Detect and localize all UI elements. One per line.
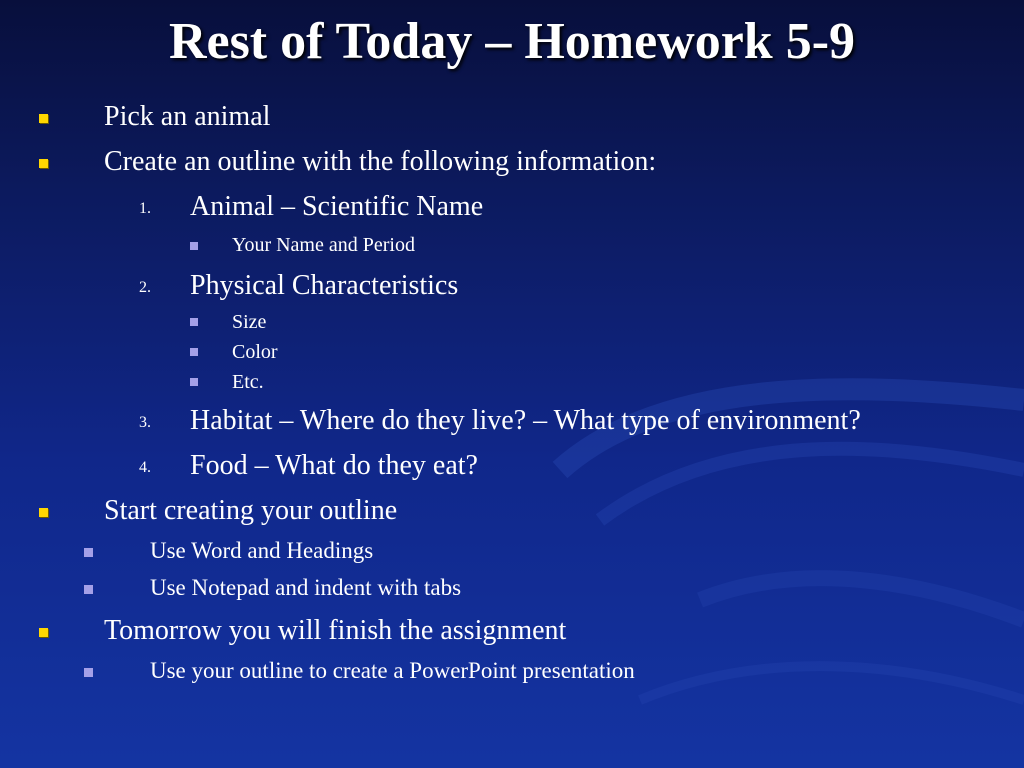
bullet-square-icon <box>39 628 48 637</box>
bullet-square-icon <box>84 668 93 677</box>
bullet-square-icon <box>39 114 48 123</box>
bullet-square-icon <box>190 318 198 326</box>
bullet-text: Start creating your outline <box>104 495 398 526</box>
slide-title: Rest of Today – Homework 5-9 <box>168 13 856 70</box>
sub-bullet-text: Use Word and Headings <box>150 538 374 563</box>
bullet-square-icon <box>39 508 48 517</box>
list-number: 1. <box>139 200 151 217</box>
bullet-square-icon <box>84 585 93 594</box>
numbered-item-text: Food – What do they eat? <box>190 450 478 481</box>
bullet-text: Create an outline with the following information: <box>104 146 657 177</box>
list-number: 4. <box>139 459 151 476</box>
sub-bullet-text: Color <box>232 341 278 363</box>
sub-bullet-text: Etc. <box>232 371 264 393</box>
bullet-square-icon <box>190 348 198 356</box>
sub-bullet-text: Your Name and Period <box>232 234 415 256</box>
bullet-text: Tomorrow you will finish the assignment <box>104 615 567 646</box>
list-number: 3. <box>139 414 151 431</box>
list-number: 2. <box>139 279 151 296</box>
sub-bullet-text: Use Notepad and indent with tabs <box>150 575 462 600</box>
numbered-item-text: Animal – Scientific Name <box>190 191 484 222</box>
bullet-square-icon <box>190 378 198 386</box>
bullet-square-icon <box>39 159 48 168</box>
sub-bullet-text: Use your outline to create a PowerPoint presentation <box>150 658 635 683</box>
sub-bullet-text: Size <box>232 311 267 333</box>
bullet-square-icon <box>84 548 93 557</box>
bullet-square-icon <box>190 242 198 250</box>
numbered-item-text: Physical Characteristics <box>190 270 459 301</box>
numbered-item-text: Habitat – Where do they live? – What type of environment? <box>190 405 861 436</box>
bullet-text: Pick an animal <box>104 101 271 132</box>
